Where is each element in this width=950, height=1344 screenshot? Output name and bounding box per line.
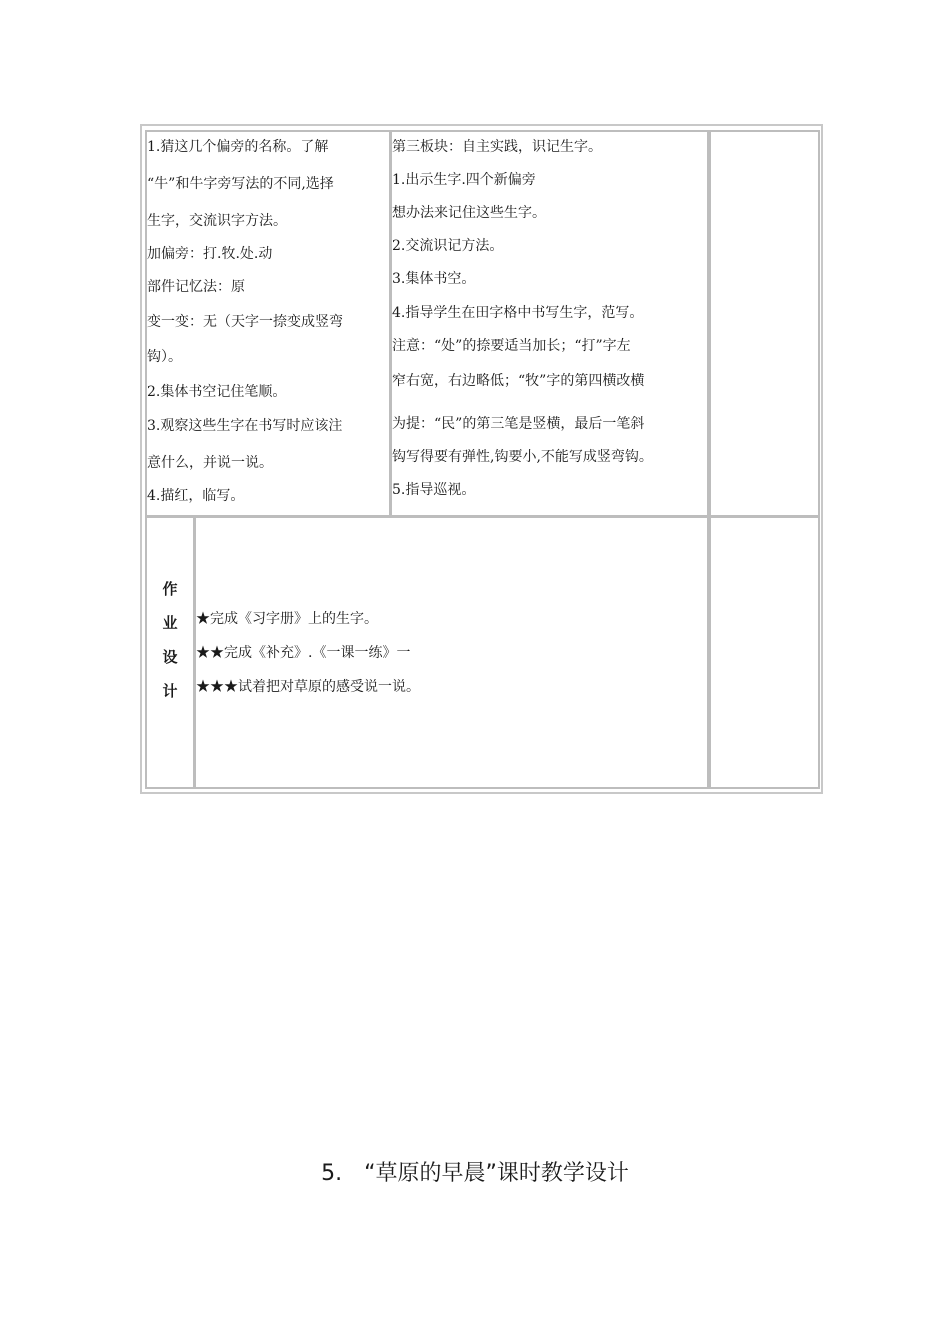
middle-line: 第三板块：自主实践，识记生字。: [392, 139, 602, 155]
homework-label-char: 计: [162, 682, 178, 700]
homework-label-cell: [145, 516, 195, 789]
activity-cell-middle: [390, 130, 709, 517]
middle-line: 窄右宽，右边略低；“牧”字的第四横改横: [392, 373, 645, 389]
middle-line: 想办法来记住这些生字。: [392, 205, 546, 221]
homework-content-cell: [194, 516, 709, 789]
notes-cell-top: [709, 130, 820, 517]
homework-item: ★★★试着把对草原的感受说一说。: [196, 679, 420, 695]
middle-line: 4.指导学生在田字格中书写生字，范写。: [392, 305, 644, 321]
middle-line: 3.集体书空。: [392, 271, 476, 287]
homework-item: ★完成《习字册》上的生字。: [196, 611, 378, 627]
middle-line: 1.出示生字.四个新偏旁: [392, 172, 536, 188]
left-line: 1.猜这几个偏旁的名称。了解: [147, 139, 329, 155]
left-line: “牛”和牛字旁写法的不同,选择: [147, 176, 334, 192]
homework-label-char: 业: [162, 614, 178, 632]
lesson-table: [140, 124, 823, 794]
left-line: 加偏旁：打.牧.处.动: [147, 246, 273, 262]
left-line: 4.描红，临写。: [147, 488, 245, 504]
middle-line: 2.交流识记方法。: [392, 238, 504, 254]
left-line: 意什么，并说一说。: [147, 455, 273, 471]
homework-label-char: 作: [162, 580, 178, 598]
notes-cell-bottom: [709, 516, 820, 789]
middle-line: 注意：“处”的捺要适当加长；“打”字左: [392, 338, 631, 354]
left-line: 生字，交流识字方法。: [147, 213, 287, 229]
left-line: 2.集体书空记住笔顺。: [147, 384, 287, 400]
activity-cell-left: [145, 130, 391, 517]
middle-line: 为提：“民”的第三笔是竖横，最后一笔斜: [392, 416, 645, 432]
left-line: 3.观察这些生字在书写时应该注: [147, 418, 343, 434]
middle-line: 钩写得要有弹性,钩要小,不能写成竖弯钩。: [392, 449, 653, 465]
left-line: 部件记忆法：原: [147, 279, 245, 295]
left-line: 变一变：无（天字一捺变成竖弯: [147, 314, 343, 330]
middle-line: 5.指导巡视。: [392, 482, 476, 498]
left-line: 钩）。: [147, 349, 182, 365]
homework-label-char: 设: [162, 648, 178, 666]
homework-item: ★★完成《补充》.《一课一练》一: [196, 645, 411, 661]
lesson-heading: 5. “草原的早晨”课时教学设计: [321, 1161, 629, 1186]
